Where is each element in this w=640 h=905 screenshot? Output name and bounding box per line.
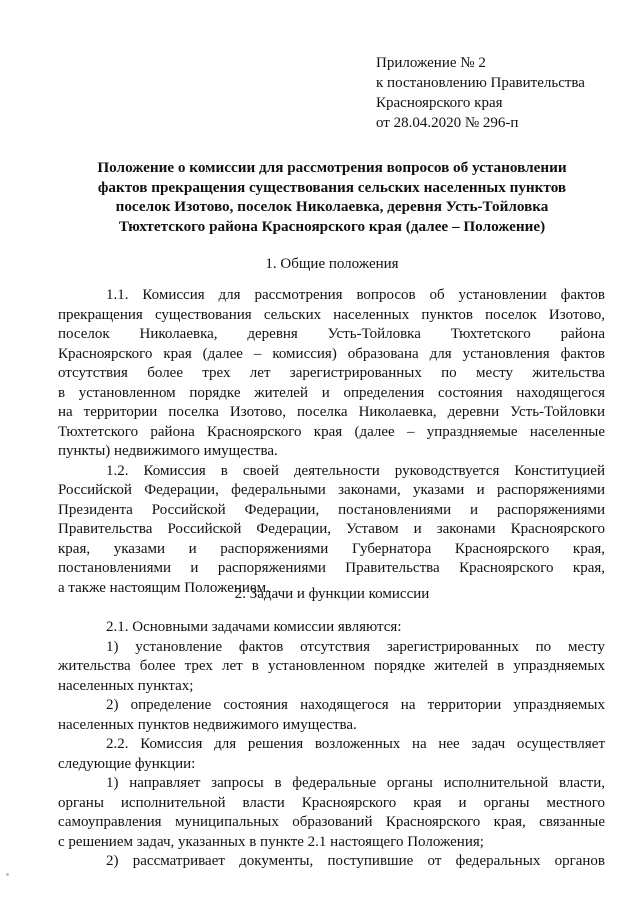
text-line: 1.2. Комиссия в своей деятельности руководствуется Конституцией [106,462,605,479]
task-item-1 [58,638,605,697]
function-item-1 [58,774,605,852]
function-item-2 [58,852,605,872]
text-line: самоуправления муниципальных образований Красноярского края, связанные [58,814,605,830]
text-line: следующие функции: [58,755,196,772]
text-line: 2.1. Основными задачами комиссии являются: [106,619,402,635]
scan-dot [6,873,9,876]
text-line: поселок Николаевка, деревня Усть-Тойловка Тюхтетского района [58,326,605,342]
text-line: на территории поселка Изотово, поселка Николаевка, деревни Усть-Тойловки [58,404,605,420]
text-line: Красноярского края (далее – комиссия) образована для установления фактов [58,345,605,362]
paragraph-2-2 [58,735,605,774]
paragraph-1-2 [58,462,605,599]
text-line: в установленном порядке жителей и определения состояния находящегося [58,384,605,401]
paragraph-1-1 [58,286,605,462]
document-title [58,158,606,236]
section-1-heading: 1. Общие положения [265,256,399,272]
appendix-header [376,53,585,133]
text-line: края, указами и распоряжениями Губернатора Красноярского края, [58,540,605,557]
section-2-heading: 2. Задачи и функции комиссии [234,586,430,602]
text-line: 1) направляет запросы в федеральные органы исполнительной власти, [106,775,605,791]
appendix-date: от 28.04.2020 № 296-п [376,115,519,131]
appendix-decree: к постановлению Правительства [376,75,585,91]
text-line: прекращения существования сельских населенных пунктов поселок Изотово, [58,306,605,323]
title-line: поселок Изотово, поселок Николаевка, деревня Усть-Тойловка [115,198,549,215]
text-line: 1) установление фактов отсутствия зарегистрированных по месту [106,638,605,655]
text-line: с решением задач, указанных в пункте 2.1 настоящего Положения; [58,833,484,850]
text-line: 1.1. Комиссия для рассмотрения вопросов об установлении фактов [106,287,605,303]
title-line: Положение о комиссии для рассмотрения вопросов об установлении [97,159,567,176]
text-line: Президента Российской Федерации, постановлениями и распоряжениями [58,501,605,518]
section-1-body [58,286,605,598]
appendix-number: Приложение № 2 [376,55,486,71]
text-line: жительства более трех лет в установленном порядке жителей в упраздняемых [58,658,605,674]
text-line: пункты) недвижимого имущества. [58,443,278,459]
text-line: Российской Федерации, федеральными законами, указами и распоряжениями [58,482,605,498]
text-line: постановлениями и распоряжениями Правительства Красноярского края, [58,560,605,576]
title-line: фактов прекращения существования сельских населенных пунктов [97,178,567,196]
title-line: Тюхтетского района Красноярского края (далее – Положение) [118,217,546,235]
section-2-body [58,618,605,872]
text-line: отсутствия более трех лет зарегистрированных по месту жительства [58,365,605,381]
text-line: Правительства Российской Федерации, Уставом и законами Красноярского [58,521,605,537]
text-line: населенных пунктах; [58,677,194,694]
task-item-2 [58,696,605,735]
text-line: Тюхтетского района Красноярского края (далее – упраздняемые населенные [58,423,605,440]
paragraph-2-1 [58,618,605,638]
text-line: 2) определение состояния находящегося на территории упраздняемых [106,697,605,713]
text-line: органы исполнительной власти Красноярского края и органы местного [58,794,605,811]
appendix-region: Красноярского края [376,95,503,111]
text-line: 2.2. Комиссия для решения возложенных на нее задач осуществляет [106,736,605,752]
text-line: населенных пунктов недвижимого имущества. [58,716,357,733]
text-line: а также настоящим Положением. [58,579,270,596]
text-line: 2) рассматривает документы, поступившие от федеральных органов [106,853,605,869]
